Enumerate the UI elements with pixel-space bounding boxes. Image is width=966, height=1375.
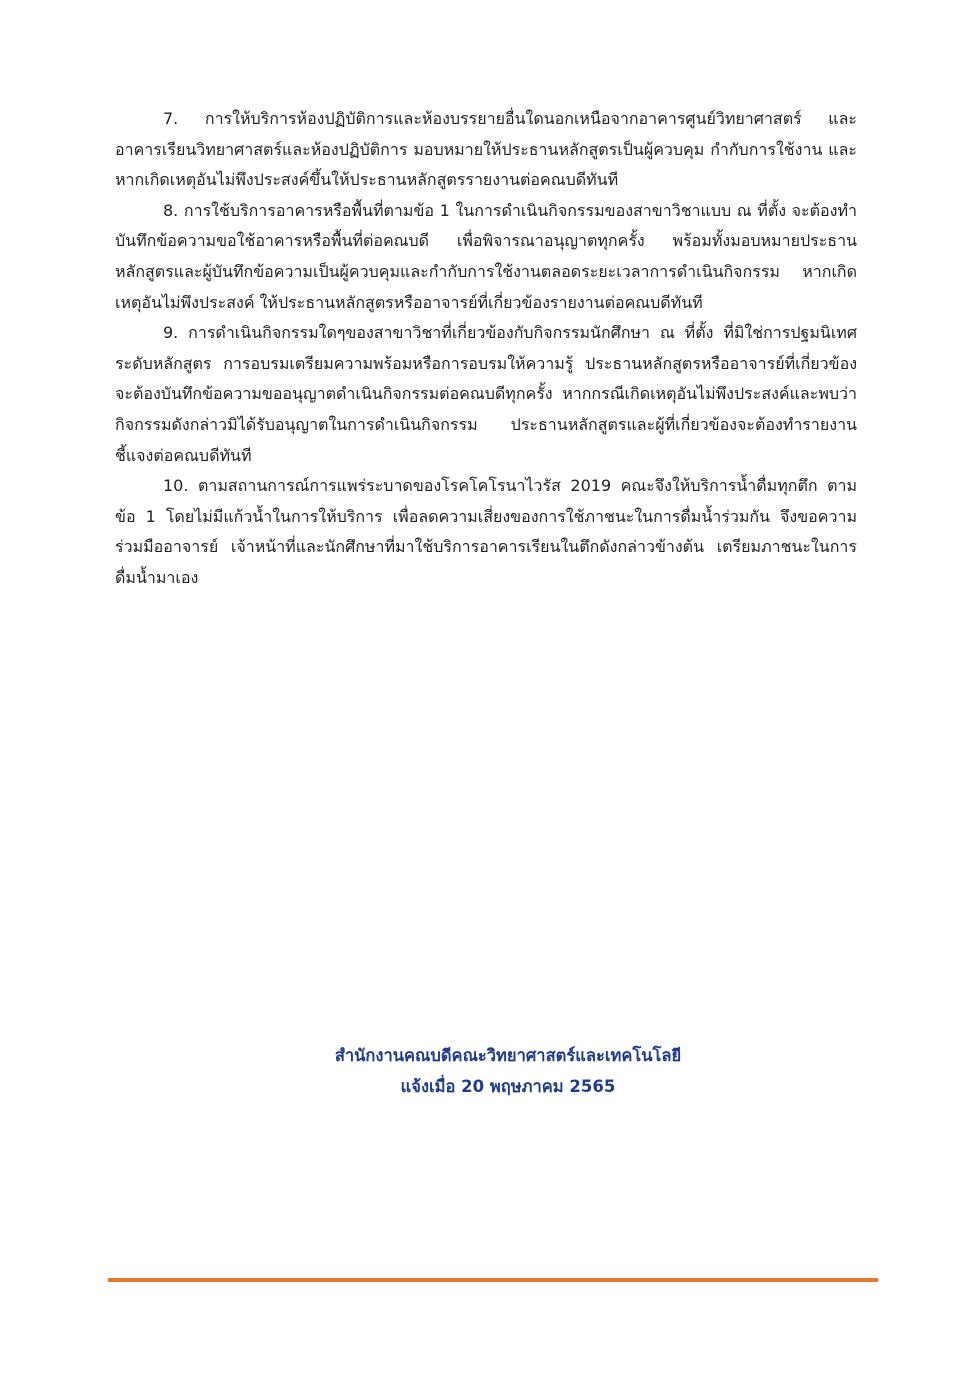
clause-7-paragraph: 7. การให้บริการห้องปฏิบัติการและห้องบรรยายอื่นใดนอกเหนือจากอาคารศูนย์วิทยาศาสตร์ และอาคารเรียนวิทยาศาสตร์และห้องปฏิบัติการ มอบหมายให้ประธานหลักสูตรเป็นผู้ควบคุม กำกับการใช้งาน และหากเกิดเหตุอันไม่พึงประสงค์ขึ้นให้ประธานหลักสูตรรายงานต่อคณบดีทันที bbox=[115, 109, 857, 190]
issuing-office: สำนักงานคณบดีคณะวิทยาศาสตร์และเทคโนโลยี bbox=[334, 1046, 682, 1065]
clause-10-paragraph: 10. ตามสถานการณ์การแพร่ระบาดของโรคโคโรนาไวรัส 2019 คณะจึงให้บริการน้ำดื่มทุกตึก ตามข้อ 1 โดยไม่มีแก้วน้ำในการให้บริการ เพื่อลดความเสี่ยงของการใช้ภาชนะในการดื่มน้ำร่วมกัน จึงขอความร่วมมืออาจารย์ เจ้าหน้าที่และนักศึกษาที่มาใช้บริการอาคารเรียนในตึกดังกล่าวข้างต้น เตรียมภาชนะในการดื่มน้ำมาเอง bbox=[115, 476, 857, 587]
announcement-date: แจ้งเมื่อ 20 พฤษภาคม 2565 bbox=[400, 1077, 616, 1096]
clause-8-paragraph: 8. การใช้บริการอาคารหรือพื้นที่ตามข้อ 1 ในการดำเนินกิจกรรมของสาขาวิชาแบบ ณ ที่ตั้ง จะต้องทำบันทึกข้อความขอใช้อาคารหรือพื้นที่ต่อคณบดี เพื่อพิจารณาอนุญาตทุกครั้ง พร้อมทั้งมอบหมายประธานหลักสูตรและผู้บันทึกข้อความเป็นผู้ควบคุมและกำกับการใช้งานตลอดระยะเวลาการดำเนินกิจกรรม หากเกิดเหตุอันไม่พึงประสงค์ ให้ประธานหลักสูตรหรืออาจารย์ที่เกี่ยวข้องรายงานต่อคณบดีทันที bbox=[115, 200, 857, 312]
footer-divider bbox=[108, 1278, 878, 1282]
signature-block bbox=[0, 1040, 966, 1102]
announcement-body bbox=[115, 104, 857, 594]
clause-9-paragraph: 9. การดำเนินกิจกรรมใดๆของสาขาวิชาที่เกี่ยวข้องกับกิจกรรมนักศึกษา ณ ที่ตั้ง ที่มิใช่การปฐมนิเทศระดับหลักสูตร การอบรมเตรียมความพร้อมหรือการอบรมให้ความรู้ ประธานหลักสูตรหรืออาจารย์ที่เกี่ยวข้องจะต้องบันทึกข้อความขออนุญาตดำเนินกิจกรรมต่อคณบดีทุกครั้ง หากกรณีเกิดเหตุอันไม่พึงประสงค์และพบว่ากิจกรรมดังกล่าวมิได้รับอนุญาตในการดำเนินกิจกรรม ประธานหลักสูตรและผู้ที่เกี่ยวข้องจะต้องทำรายงานชี้แจงต่อคณบดีทันที bbox=[115, 323, 857, 465]
